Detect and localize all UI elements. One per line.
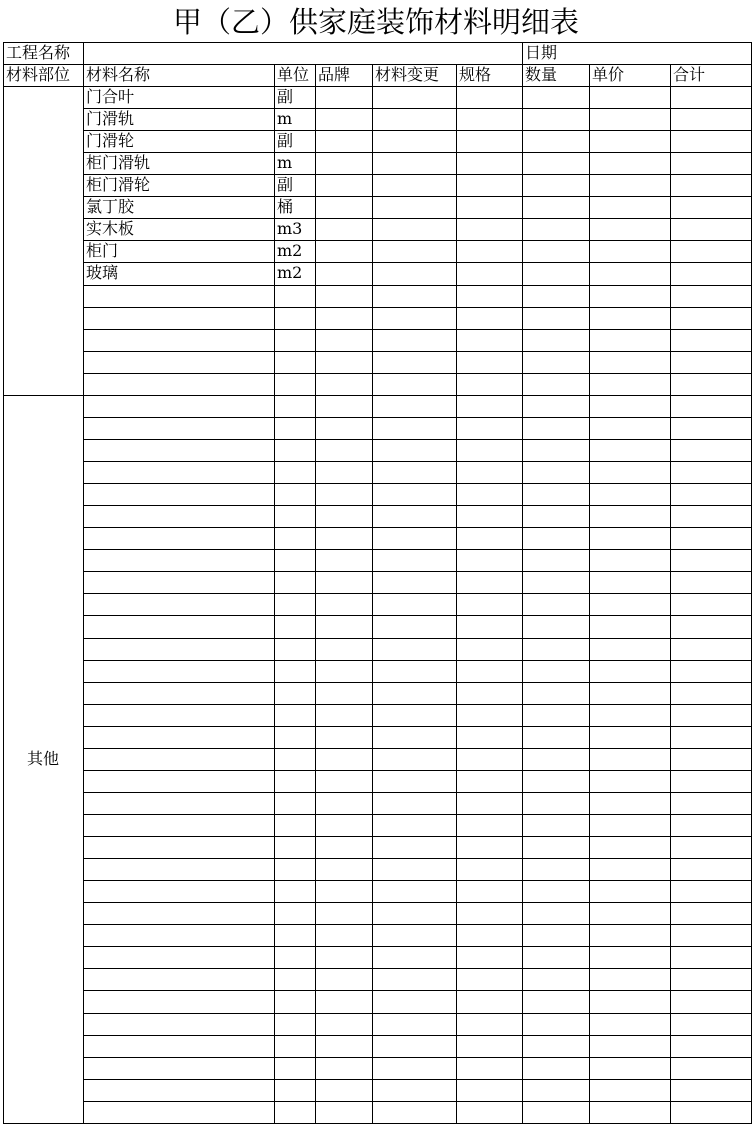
material-name-cell <box>83 836 274 858</box>
material-name-cell <box>83 704 274 726</box>
unit-cell <box>274 285 315 307</box>
material-name-cell <box>83 660 274 682</box>
grid-line <box>372 64 373 1123</box>
unit-cell <box>274 814 315 836</box>
material-name-cell <box>83 373 274 395</box>
unit-cell: m3 <box>277 219 303 239</box>
material-name-cell <box>83 638 274 660</box>
unit-cell <box>274 990 315 1012</box>
material-name-cell <box>83 990 274 1012</box>
unit-cell <box>274 373 315 395</box>
grid-line <box>670 64 671 1123</box>
grid-line <box>522 64 523 1123</box>
unit-cell <box>274 704 315 726</box>
unit-cell <box>274 329 315 351</box>
material-name-cell: 柜门 <box>86 241 119 261</box>
material-name-cell <box>83 483 274 505</box>
material-name-cell <box>83 792 274 814</box>
unit-cell <box>274 946 315 968</box>
unit-cell <box>274 638 315 660</box>
material-name-cell <box>83 1035 274 1057</box>
unit-cell <box>274 505 315 527</box>
material-name-cell <box>83 285 274 307</box>
material-name-cell <box>83 549 274 571</box>
unit-cell: 副 <box>277 175 294 195</box>
unit-cell <box>274 527 315 549</box>
material-name-cell <box>83 880 274 902</box>
date-value <box>590 42 750 64</box>
unit-cell <box>274 726 315 748</box>
unit-cell <box>274 439 315 461</box>
unit-cell <box>274 792 315 814</box>
column-header: 材料变更 <box>375 65 440 84</box>
material-name-cell <box>83 726 274 748</box>
material-name-cell <box>83 1013 274 1035</box>
material-name-cell <box>83 505 274 527</box>
unit-cell: m <box>277 109 293 129</box>
material-name-cell <box>83 858 274 880</box>
material-name-cell <box>83 439 274 461</box>
unit-cell <box>274 395 315 417</box>
grid-line <box>315 64 316 1123</box>
material-name-cell <box>83 593 274 615</box>
material-name-cell <box>83 682 274 704</box>
material-name-cell <box>83 1101 274 1123</box>
unit-cell <box>274 571 315 593</box>
unit-cell: 桶 <box>277 197 294 217</box>
material-name-cell <box>83 615 274 637</box>
material-name-cell: 实木板 <box>86 219 135 239</box>
unit-cell <box>274 1079 315 1101</box>
material-name-cell <box>83 351 274 373</box>
material-name-cell: 门合叶 <box>86 87 135 106</box>
unit-cell <box>274 417 315 439</box>
material-name-cell <box>83 968 274 990</box>
material-name-cell: 柜门滑轨 <box>86 153 151 173</box>
unit-cell <box>274 307 315 329</box>
material-part-cell: 其他 <box>26 748 59 768</box>
unit-cell: m <box>277 153 293 173</box>
unit-cell <box>274 483 315 505</box>
unit-cell: 副 <box>277 87 294 106</box>
material-name-cell <box>83 329 274 351</box>
unit-cell <box>274 968 315 990</box>
unit-cell <box>274 748 315 770</box>
material-name-cell: 玻璃 <box>86 263 119 283</box>
column-header: 规格 <box>459 65 492 84</box>
date-label: 日期 <box>525 43 558 62</box>
grid-line <box>83 64 84 1123</box>
material-name-cell: 门滑轨 <box>86 109 135 129</box>
unit-cell <box>274 836 315 858</box>
unit-cell <box>274 902 315 924</box>
material-name-cell <box>83 946 274 968</box>
unit-cell: m2 <box>277 241 303 261</box>
column-header: 材料名称 <box>86 65 151 84</box>
material-name-cell <box>83 902 274 924</box>
column-header: 单位 <box>277 65 310 84</box>
project-name-label: 工程名称 <box>6 43 71 62</box>
material-name-cell <box>83 461 274 483</box>
material-name-cell: 门滑轮 <box>86 131 135 151</box>
grid-line <box>274 64 275 1123</box>
column-header: 单价 <box>592 65 625 84</box>
column-header: 材料部位 <box>6 65 71 84</box>
material-name-cell <box>83 1079 274 1101</box>
unit-cell: 副 <box>277 131 294 151</box>
unit-cell <box>274 351 315 373</box>
unit-cell <box>274 549 315 571</box>
unit-cell <box>274 1101 315 1123</box>
unit-cell <box>274 615 315 637</box>
unit-cell <box>274 593 315 615</box>
material-name-cell <box>83 417 274 439</box>
material-name-cell <box>83 1057 274 1079</box>
material-name-cell <box>83 307 274 329</box>
unit-cell <box>274 924 315 946</box>
unit-cell <box>274 880 315 902</box>
material-name-cell <box>83 924 274 946</box>
material-name-cell: 柜门滑轮 <box>86 175 151 195</box>
grid-line <box>456 64 457 1123</box>
unit-cell <box>274 660 315 682</box>
material-name-cell: 氯丁胶 <box>86 197 135 217</box>
column-header: 品牌 <box>318 65 351 84</box>
material-name-cell <box>83 571 274 593</box>
project-name-value <box>84 42 522 64</box>
unit-cell <box>274 1057 315 1079</box>
unit-cell <box>274 1013 315 1035</box>
grid-line <box>589 64 590 1123</box>
unit-cell <box>274 770 315 792</box>
material-name-cell <box>83 748 274 770</box>
unit-cell <box>274 858 315 880</box>
material-name-cell <box>83 770 274 792</box>
column-header: 合计 <box>673 65 706 84</box>
material-name-cell <box>83 395 274 417</box>
unit-cell <box>274 682 315 704</box>
unit-cell: m2 <box>277 263 303 283</box>
material-name-cell <box>83 814 274 836</box>
sheet-title: 甲（乙）供家庭装饰材料明细表 <box>172 5 579 39</box>
column-header: 数量 <box>525 65 558 84</box>
material-name-cell <box>83 527 274 549</box>
unit-cell <box>274 1035 315 1057</box>
unit-cell <box>274 461 315 483</box>
material-part-cell <box>3 86 83 395</box>
